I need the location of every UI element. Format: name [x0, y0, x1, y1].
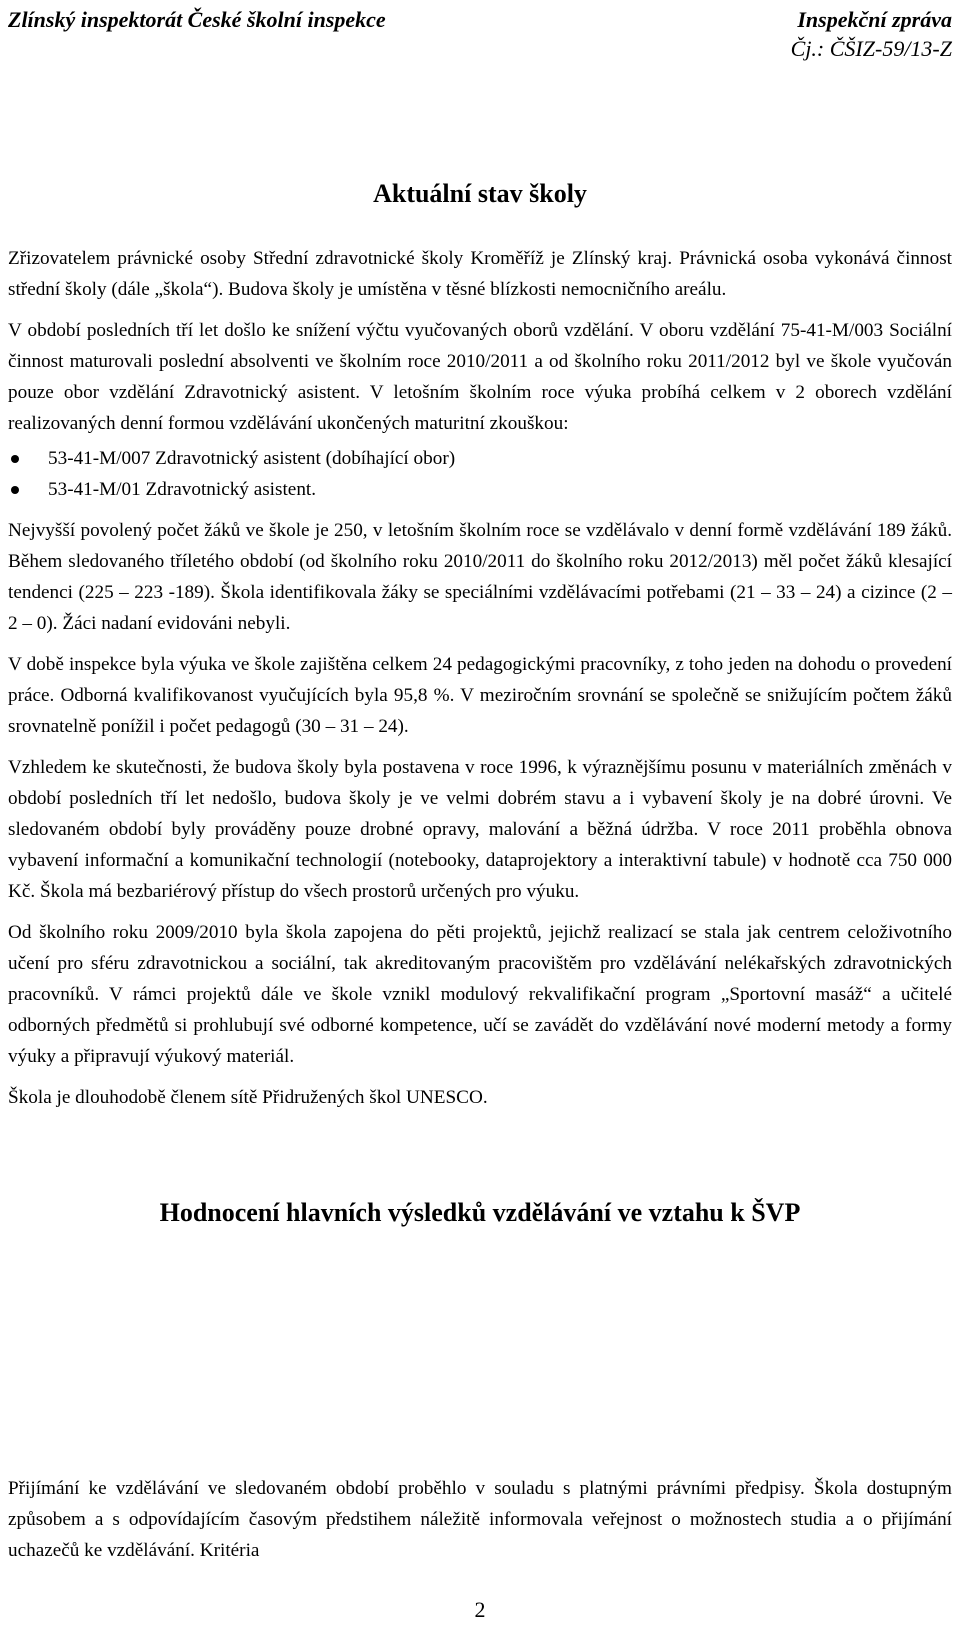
header-report-type: Inspekční zpráva: [797, 7, 952, 32]
list-item-text: 53-41-M/01 Zdravotnický asistent.: [48, 479, 317, 500]
header-reference-number: Čj.: ČŠIZ-59/13-Z: [790, 36, 952, 61]
paragraph: Zřizovatelem právnické osoby Střední zdravotnické školy Kroměříž je Zlínský kraj. Právnická osoba vykonává činnost střední školy (dále „škola“). Budova školy je umístěna v těsné blízkosti nemocničního areálu.: [8, 248, 952, 300]
bullet-icon: [11, 455, 19, 463]
paragraph: Od školního roku 2009/2010 byla škola zapojena do pěti projektů, jejichž realizací se stala jak centrem celoživotního učení pro sféru zdravotnickou a sociální, tak akreditovaným pracovištěm pro vzdělávání nelékařských zdravotnických pracovníků. V rámci projektů dále ve škole vznikl modulový rekvalifikační program „Sportovní masáž“ a učitelé odborných předmětů si prohlubují své odborné kompetence, učí se zavádět do vzdělávání nové moderní metody a formy výuky a připravují výukový materiál.: [8, 922, 952, 1067]
paragraph: Nejvyšší povolený počet žáků ve škole je 250, v letošním školním roce se vzdělávalo v denní formě vzdělávání 189 žáků. Během sledovaného tříletého období (od školního roku 2010/2011 do školního roku 2012/2013) měl počet žáků klesající tendenci (225 – 223 -189). Škola identifikovala žáky se speciálními vzdělávacími potřebami (21 – 33 – 24) a cizince (2 – 2 – 0). Žáci nadaní evidováni nebyli.: [8, 520, 952, 634]
section-results-evaluation: [8, 1473, 952, 1576]
paragraph: V období posledních tří let došlo ke snížení výčtu vyučovaných oborů vzdělání. V oboru vzdělání 75-41-M/003 Sociální činnost maturovali poslední absolventi ve školním roce 2010/2011 a od školního roku 2011/2012 byl ve škole vyučován pouze obor vzdělání Zdravotnický asistent. V letošním školním roce výuka probíhá celkem v 2 oborech vzdělání realizovaných denní formou vzdělávání ukončených maturitní zkouškou:: [8, 320, 952, 434]
list-item: [8, 443, 952, 474]
section-title-current-state: Aktuální stav školy: [373, 179, 587, 208]
paragraph: V době inspekce byla výuka ve škole zajištěna celkem 24 pedagogickými pracovníky, z toho jeden na dohodu o provedení práce. Odborná kvalifikovanost vyučujících byla 95,8 %. V meziročním srovnání se společně se snižujícím počtem žáků srovnatelně ponížil i počet pedagogů (30 – 31 – 24).: [8, 654, 952, 737]
header-inspectorate: Zlínský inspektorát České školní inspekce: [8, 7, 386, 32]
paragraph: Škola je dlouhodobě členem sítě Přidružených škol UNESCO.: [8, 1087, 488, 1108]
list-item: [8, 474, 952, 505]
section-title-results-evaluation: Hodnocení hlavních výsledků vzdělávání ve vztahu k ŠVP: [159, 1198, 801, 1227]
page-number: 2: [474, 1597, 486, 1622]
paragraph: Přijímání ke vzdělávání ve sledovaném období proběhlo v souladu s platnými právními předpisy. Škola dostupným způsobem a s odpovídajícím časovým předstihem náležitě informovala veřejnost o možnostech studia a o přijímání uchazečů ke vzdělávání. Kritéria: [8, 1478, 952, 1561]
bullet-icon: [11, 486, 19, 494]
fields-of-study-list: [8, 443, 952, 505]
paragraph: Vzhledem ke skutečnosti, že budova školy byla postavena v roce 1996, k výraznějšímu posunu v materiálních změnách v období posledních tří let nedošlo, budova školy je ve velmi dobrém stavu a i vybavení školy je na dobré úrovni. Ve sledovaném období byly prováděny pouze drobné opravy, malování a běžná údržba. V roce 2011 proběhla obnova vybavení informační a komunikační technologií (notebooky, dataprojektory a interaktivní tabule) v hodnotě cca 750 000 Kč. Škola má bezbariérový přístup do všech prostorů určených pro výuku.: [8, 757, 952, 902]
section-current-state: [8, 243, 952, 1123]
list-item-text: 53-41-M/007 Zdravotnický asistent (dobíhající obor): [48, 448, 456, 469]
